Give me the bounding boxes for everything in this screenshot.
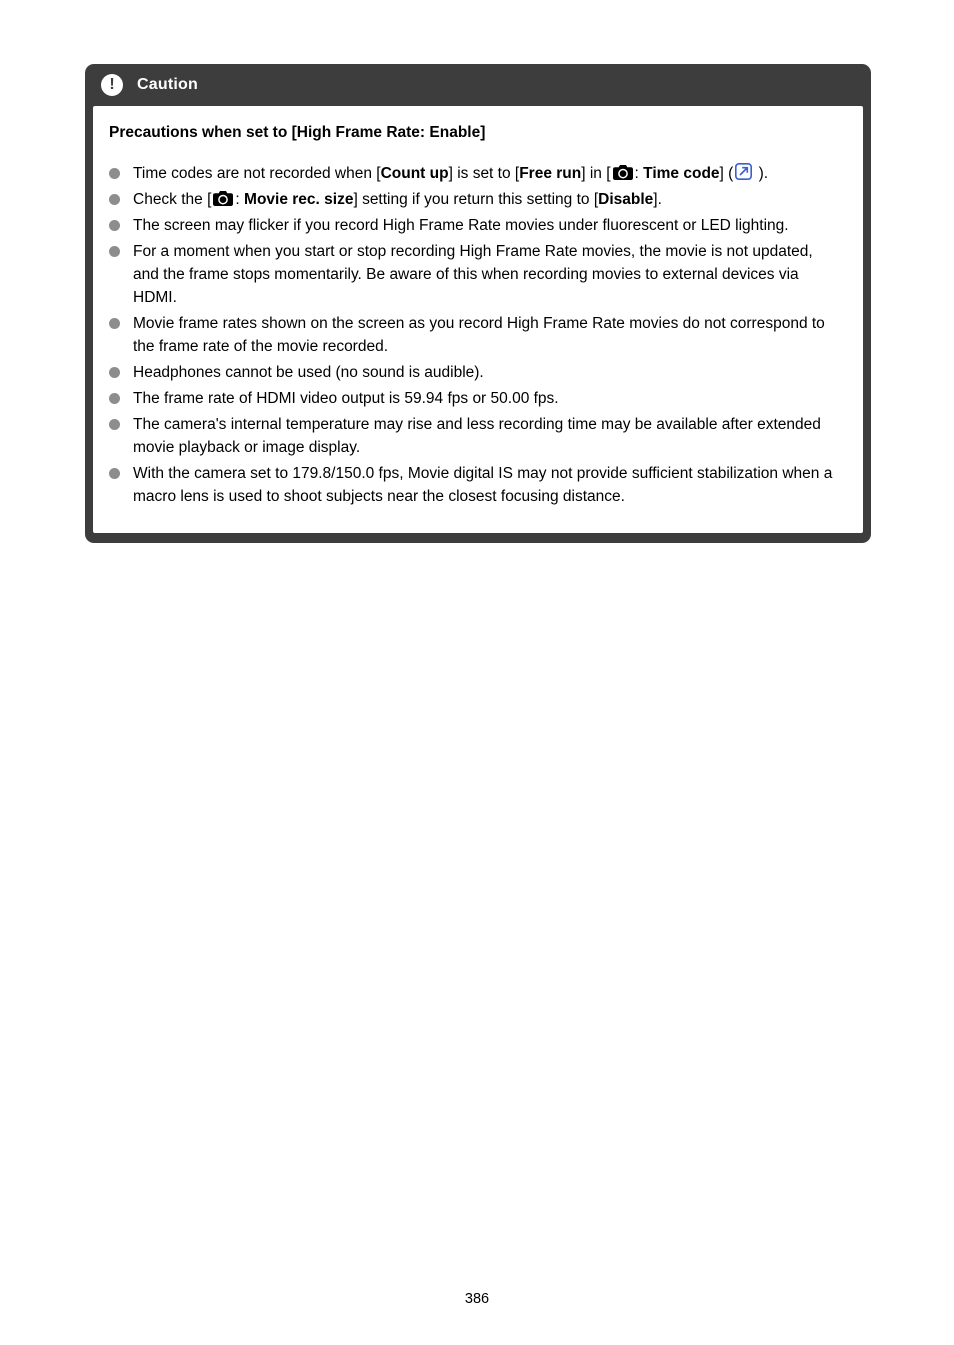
bullet-icon (109, 419, 120, 430)
bullet-icon (109, 220, 120, 231)
caution-item-text: The camera's internal temperature may rise and less recording time may be available after extended movie playback or image display. (133, 416, 821, 456)
caution-item-text: The frame rate of HDMI video output is 59.94 fps or 50.00 fps. (133, 390, 559, 407)
caution-item-text: With the camera set to 179.8/150.0 fps, Movie digital IS may not provide sufficient stabilization when a macro lens is used to shoot subjects near the closest focusing distance. (133, 465, 833, 505)
bullet-icon (109, 168, 120, 179)
camera-icon (213, 191, 233, 206)
caution-item (109, 214, 843, 237)
caution-item-text: Movie frame rates shown on the screen as you record High Frame Rate movies do not correspond to the frame rate of the movie recorded. (133, 315, 825, 355)
page-number: 386 (464, 1291, 490, 1307)
link-reference-icon[interactable] (735, 163, 752, 180)
caution-item (109, 162, 843, 185)
caution-heading: Precautions when set to [High Frame Rate: Enable] (109, 124, 486, 141)
caution-item (109, 240, 843, 309)
exclamation-icon: ! (101, 74, 123, 96)
caution-item (109, 413, 843, 459)
bullet-icon (109, 246, 120, 257)
caution-item (109, 361, 843, 384)
caution-item (109, 387, 843, 410)
camera-icon (613, 165, 633, 180)
caution-item-text: For a moment when you start or stop recording High Frame Rate movies, the movie is not updated, and the frame stops momentarily. Be aware of this when recording movies to external devices via HDMI. (133, 243, 813, 306)
caution-item (109, 312, 843, 358)
caution-title: Caution (137, 76, 198, 93)
bullet-icon (109, 318, 120, 329)
caution-header (85, 64, 871, 106)
caution-box (85, 64, 871, 543)
bullet-icon (109, 194, 120, 205)
bullet-icon (109, 393, 120, 404)
caution-item (109, 462, 843, 508)
caution-body (93, 106, 863, 533)
caution-item-text: Check the [ : Movie rec. size] setting if you return this setting to [Disable]. (133, 191, 662, 208)
bullet-icon (109, 468, 120, 479)
bullet-icon (109, 367, 120, 378)
caution-item-text: The screen may flicker if you record High Frame Rate movies under fluorescent or LED lighting. (133, 217, 789, 234)
caution-item-text: Time codes are not recorded when [Count up] is set to [Free run] in [ : Time code] ( ). (133, 165, 769, 182)
caution-item (109, 188, 843, 211)
caution-list (109, 162, 843, 508)
caution-item-text: Headphones cannot be used (no sound is audible). (133, 364, 484, 381)
